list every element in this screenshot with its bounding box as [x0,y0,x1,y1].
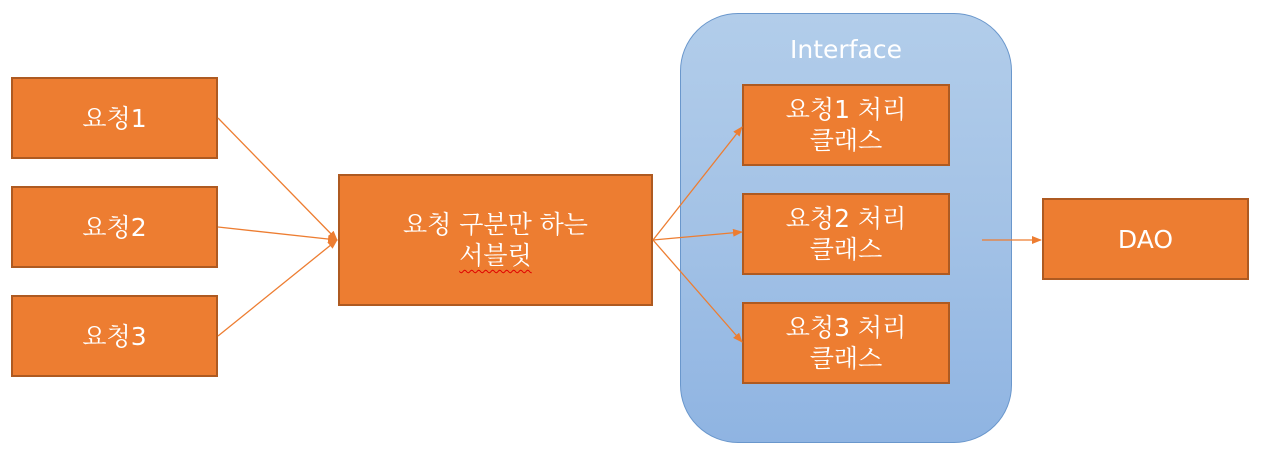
handler-3-label-line1: 요청3 처리 [785,313,907,342]
arrow-request2-to-servlet [218,227,337,240]
handler-1-label-line1: 요청1 처리 [785,95,907,124]
handler-3-label-line2: 클래스 [809,344,883,373]
request-3-box [11,295,218,377]
dao-box [1042,198,1249,280]
servlet-box [338,174,653,306]
request-2-box [11,186,218,268]
handler-2-box [742,193,950,275]
arrow-request3-to-servlet [218,240,337,336]
interface-title: Interface [790,35,902,64]
dao-label: DAO [1117,224,1174,254]
handler-2-label-line2: 클래스 [809,235,883,264]
servlet-label-line1: 요청 구분만 하는 [403,210,588,239]
handler-2-label-line1: 요청2 처리 [785,204,907,233]
request-3-label: 요청3 [82,321,147,351]
handler-1-box [742,84,950,166]
handler-3-box [742,302,950,384]
request-1-box [11,77,218,159]
request-1-label: 요청1 [82,103,147,133]
request-2-label: 요청2 [82,212,147,242]
arrow-request1-to-servlet [218,118,337,240]
handler-1-label-line2: 클래스 [809,126,883,155]
servlet-label-line2: 서블릿 [459,241,532,270]
